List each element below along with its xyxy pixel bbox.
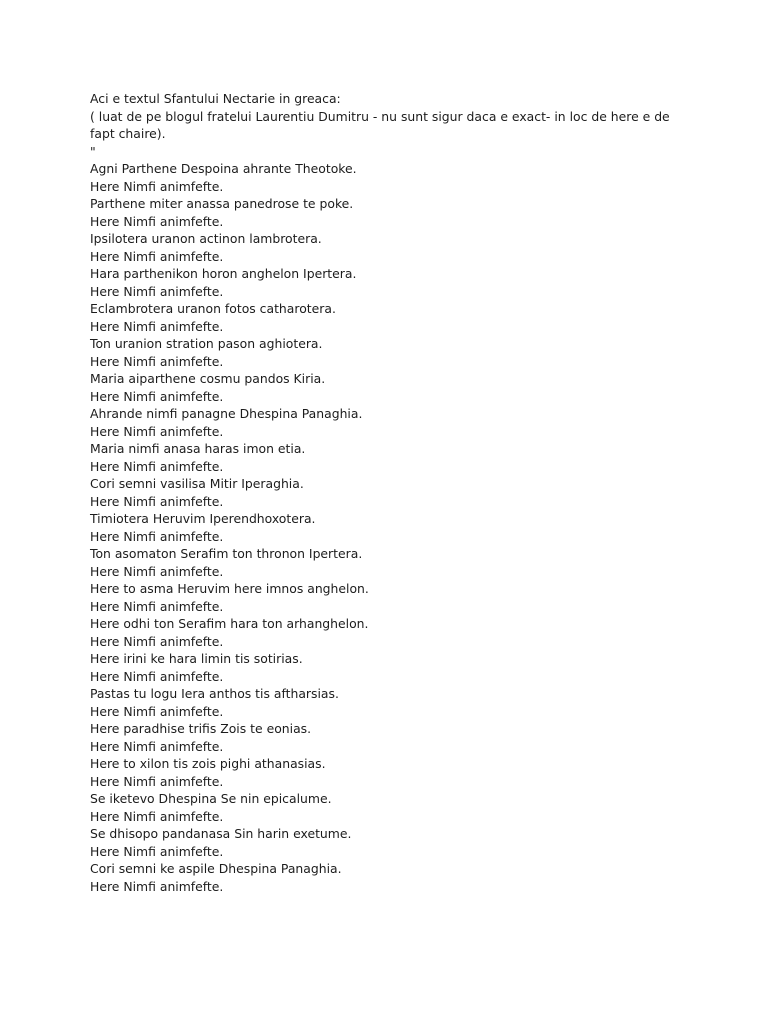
refrain-line: Here Nimfi animfefte.	[90, 598, 224, 614]
intro-heading: Aci e textul Sfantului Nectarie in greaca:	[90, 91, 341, 106]
refrain-line: Here Nimfi animfefte.	[90, 458, 224, 474]
verse-line: Maria nimfi anasa haras imon etia.	[90, 441, 306, 456]
refrain-line: Here Nimfi animfefte.	[90, 493, 224, 509]
refrain-line: Here Nimfi animfefte.	[90, 878, 224, 894]
verse-line: Parthene miter anassa panedrose te poke.	[90, 196, 354, 211]
refrain-line: Here Nimfi animfefte.	[90, 248, 224, 264]
verse-line: Ipsilotera uranon actinon lambrotera.	[90, 231, 322, 246]
verse-line: Ton asomaton Serafim ton thronon Ipertera.	[90, 546, 363, 561]
verse-line: Hara parthenikon horon anghelon Ipertera.	[90, 266, 357, 281]
intro-source-note: ( luat de pe blogul fratelui Laurentiu Dumitru - nu sunt sigur daca e exact- in loc de here e de fapt chaire).	[90, 108, 670, 141]
verse-line: Here paradhise trifis Zois te eonias.	[90, 721, 312, 736]
refrain-line: Here Nimfi animfefte.	[90, 563, 224, 579]
verse-line: Here odhi ton Serafim hara ton arhanghelon.	[90, 616, 369, 631]
verse-line: Here to asma Heruvim here imnos anghelon.	[90, 581, 369, 596]
verse-line: Se iketevo Dhespina Se nin epicalume.	[90, 791, 332, 806]
verse-line: Eclambrotera uranon fotos catharotera.	[90, 301, 336, 316]
refrain-line: Here Nimfi animfefte.	[90, 213, 224, 229]
refrain-line: Here Nimfi animfefte.	[90, 668, 224, 684]
refrain-line: Here Nimfi animfefte.	[90, 178, 224, 194]
verse-line: Cori semni vasilisa Mitir Iperaghia.	[90, 476, 304, 491]
verse-line: Here to xilon tis zois pighi athanasias.	[90, 756, 326, 771]
refrain-line: Here Nimfi animfefte.	[90, 773, 224, 789]
refrain-line: Here Nimfi animfefte.	[90, 388, 224, 404]
document-page	[90, 90, 690, 895]
verse-line: Ton uranion stration pason aghiotera.	[90, 336, 323, 351]
verse-line: Pastas tu logu Iera anthos tis aftharsias.	[90, 686, 339, 701]
verse-line: Cori semni ke aspile Dhespina Panaghia.	[90, 861, 342, 876]
document-intro	[90, 90, 690, 160]
refrain-line: Here Nimfi animfefte.	[90, 808, 224, 824]
refrain-line: Here Nimfi animfefte.	[90, 283, 224, 299]
verse-line: Ahrande nimfi panagne Dhespina Panaghia.	[90, 406, 363, 421]
quote-mark: "	[90, 143, 96, 159]
verse-line: Se dhisopo pandanasa Sin harin exetume.	[90, 826, 352, 841]
hymn-text	[90, 160, 690, 895]
verse-line: Here irini ke hara limin tis sotirias.	[90, 651, 303, 666]
refrain-line: Here Nimfi animfefte.	[90, 318, 224, 334]
refrain-line: Here Nimfi animfefte.	[90, 738, 224, 754]
refrain-line: Here Nimfi animfefte.	[90, 843, 224, 859]
refrain-line: Here Nimfi animfefte.	[90, 633, 224, 649]
verse-line: Maria aiparthene cosmu pandos Kiria.	[90, 371, 326, 386]
verse-line: Timiotera Heruvim Iperendhoxotera.	[90, 511, 316, 526]
verse-line: Agni Parthene Despoina ahrante Theotoke.	[90, 161, 357, 176]
refrain-line: Here Nimfi animfefte.	[90, 528, 224, 544]
refrain-line: Here Nimfi animfefte.	[90, 353, 224, 369]
refrain-line: Here Nimfi animfefte.	[90, 423, 224, 439]
refrain-line: Here Nimfi animfefte.	[90, 703, 224, 719]
